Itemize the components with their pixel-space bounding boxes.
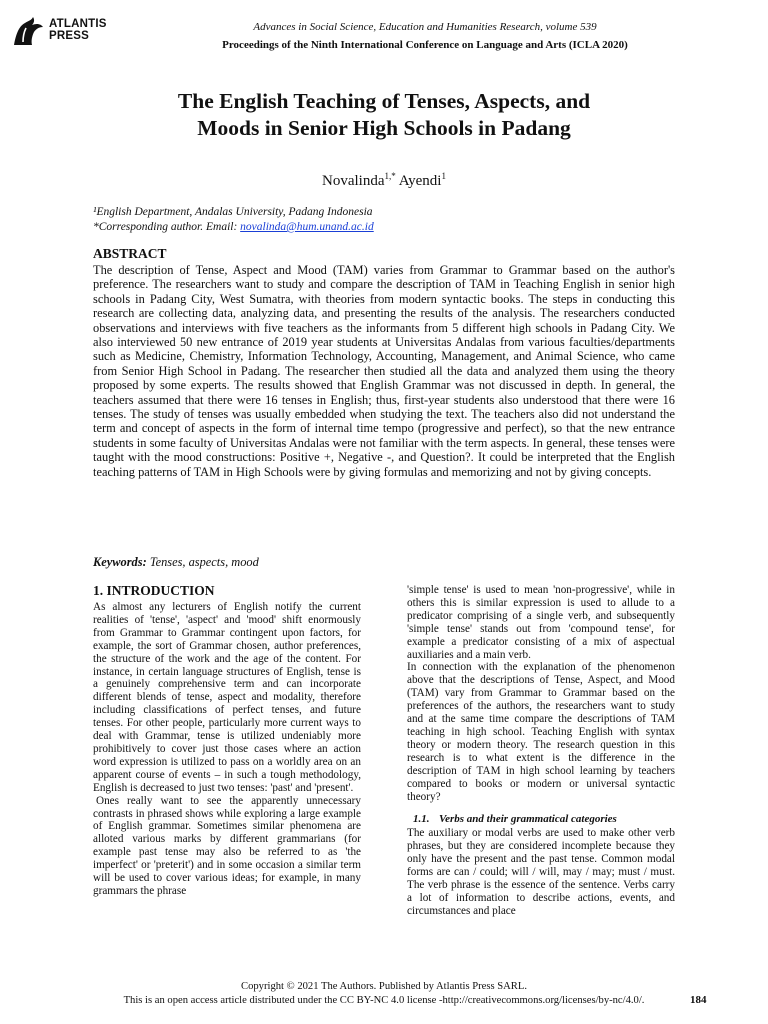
subsection-number: 1.1.	[413, 813, 430, 826]
subsection-heading	[413, 813, 675, 826]
section-heading-introduction: 1. INTRODUCTION	[93, 583, 215, 598]
publisher-name-line1: ATLANTIS	[49, 18, 107, 30]
publisher-name	[49, 18, 107, 42]
paper-title-line1: The English Teaching of Tenses, Aspects, and	[177, 89, 591, 113]
body-paragraph: The auxiliary or modal verbs are used to make other verb phrases, but they are considered incomplete because they only have the present and the past tense. Common modal forms are can / could; will / will, may / may; must / must. The verb phrase is the essence of the sentence. Verbs carry a lot of information to describe actions, events, and circumstances and place	[407, 827, 675, 917]
publisher-name-line2: PRESS	[49, 30, 89, 42]
body-paragraph: As almost any lecturers of English notify the current realities of 'tense', 'aspect' and 'mood' shift enormously from Grammar to Grammar contingent upon factors, for example, the sort of Grammar chosen, author preferences, the structure of the work and the age of the content. For instance, in certain language structures of English, tense is a genuinely comprehensive term and can incorporate different blends of tense, aspect and modality, therefore including classifications of perfect tenses, and future tenses. For other people, particularly more current ways to deal with Grammar, tense is utilized undeniably more prohibitively to cover just those cases where an action word expression is utilized to pass on a worldly area on an apparent course of events – in such a tough methodology, English is decreased to just two tenses: 'past' and 'present'.	[93, 601, 361, 794]
subsection-title: Verbs and their grammatical categories	[439, 813, 617, 826]
paper-title-line2: Moods in Senior High Schools in Padang	[197, 116, 571, 140]
author-superscript: 1,*	[384, 171, 396, 181]
author-name: Novalinda	[322, 173, 385, 189]
column-right	[407, 584, 675, 918]
keywords-label: Keywords:	[93, 555, 147, 569]
license-notice: This is an open access article distributed under the CC BY-NC 4.0 license -http://creativecommons.org/licenses/by-nc/4.0/.	[123, 995, 645, 1006]
publisher-logo	[10, 14, 107, 46]
keywords-value: Tenses, aspects, mood	[149, 555, 259, 569]
column-left	[93, 583, 361, 898]
copyright-notice: Copyright © 2021 The Authors. Published by Atlantis Press SARL.	[241, 981, 527, 992]
page-footer	[0, 980, 768, 1008]
author-list	[60, 171, 708, 190]
body-paragraph: 'simple tense' is used to mean 'non-progressive', while in others this is similar expression is used to allude to a predicator comprising of a single verb, and subsequently 'simple tense' stands out from 'compound tense', for example a predicator consisting of a mix of aspectual auxiliaries and a main verb.	[407, 584, 675, 661]
paper-title	[60, 88, 708, 142]
email-link[interactable]: novalinda@hum.unand.ac.id	[240, 221, 374, 233]
body-paragraph: Ones really want to see the apparently unnecessary contrasts in phrased shows while exploring a large example of English grammar. Sometimes similar phenomena are alloted various marks by different grammarians (for example past tense may also be referred to as 'the imperfect' or 'preterit') and in some occasion a similar term will be used to cover various ideas; for example, in many grammars the phrase	[93, 794, 361, 897]
journal-title: Advances in Social Science, Education and Humanities Research, volume 539	[253, 21, 597, 33]
corresponding-author	[93, 220, 374, 235]
abstract-heading: ABSTRACT	[93, 246, 167, 261]
page-number: 184	[690, 994, 707, 1006]
body-paragraph: In connection with the explanation of the phenomenon above that the descriptions of Tense, Aspect, and Mood (TAM) vary from Grammar to Grammar based on the preferences of the authors, the researchers want to study and at the same time compare the descriptions of TAM teaching in high school. Teaching English with syntax theory or modern theory. The research question in this research is to what extent is the difference in the description of TAM in high school learning by teachers compared to books or modern or universal syntactic theory?	[407, 661, 675, 803]
author-superscript: 1	[441, 171, 446, 181]
corresponding-label: *Corresponding author. Email:	[93, 221, 241, 233]
atlantis-logo-icon	[10, 14, 46, 46]
proceedings-title: Proceedings of the Ninth International Conference on Language and Arts (ICLA 2020)	[222, 39, 628, 51]
affiliation: ¹English Department, Andalas University, Padang Indonesia	[93, 206, 373, 218]
author-name: Ayendi	[398, 173, 442, 189]
affiliation-block	[93, 205, 374, 235]
keywords	[93, 555, 259, 570]
abstract-text: The description of Tense, Aspect and Mood (TAM) varies from Grammar to Grammar based on the author's preference. The researchers want to study and compare the description of TAM in Teaching English in senior high schools in Padang City, West Sumatra, with theories from modern syntactic books. The steps in conducting this research are collecting data, analyzing data, and presenting the results of the analysis. The researchers conducted observations and interviews with five teachers as the informants from 5 different high schools in Padang City. We also interviewed 50 new entrance of 2019 year students at Universitas Andalas from various faculties/departments such as Medicine, Chemistry, Information Technology, Accounting, Management, and Animal Science, who came from Senior High School in Padang. The researcher then studied all the data and analyzed them using the theory proposed by some experts. The results showed that English Grammar was not discussed in depth. In general, the teachers assumed that there were 16 tenses in English; thus, first-year students also understood that there were 16 tenses. The study of tenses was usually embedded when studying the text. The teachers also did not understand the term and concept of aspects in the form of internal time tempo (progressive and perfect), so that the new entrance students in some faculty of Universitas Andalas were not familiar with the term aspects. In general, these tenses were taught with the mood constructions: Positive +, Negative -, and Question?. It could be interpreted that the English teaching patterns of TAM in High Schools were by giving formulas and memorizing and not by giving concepts.	[93, 263, 675, 479]
